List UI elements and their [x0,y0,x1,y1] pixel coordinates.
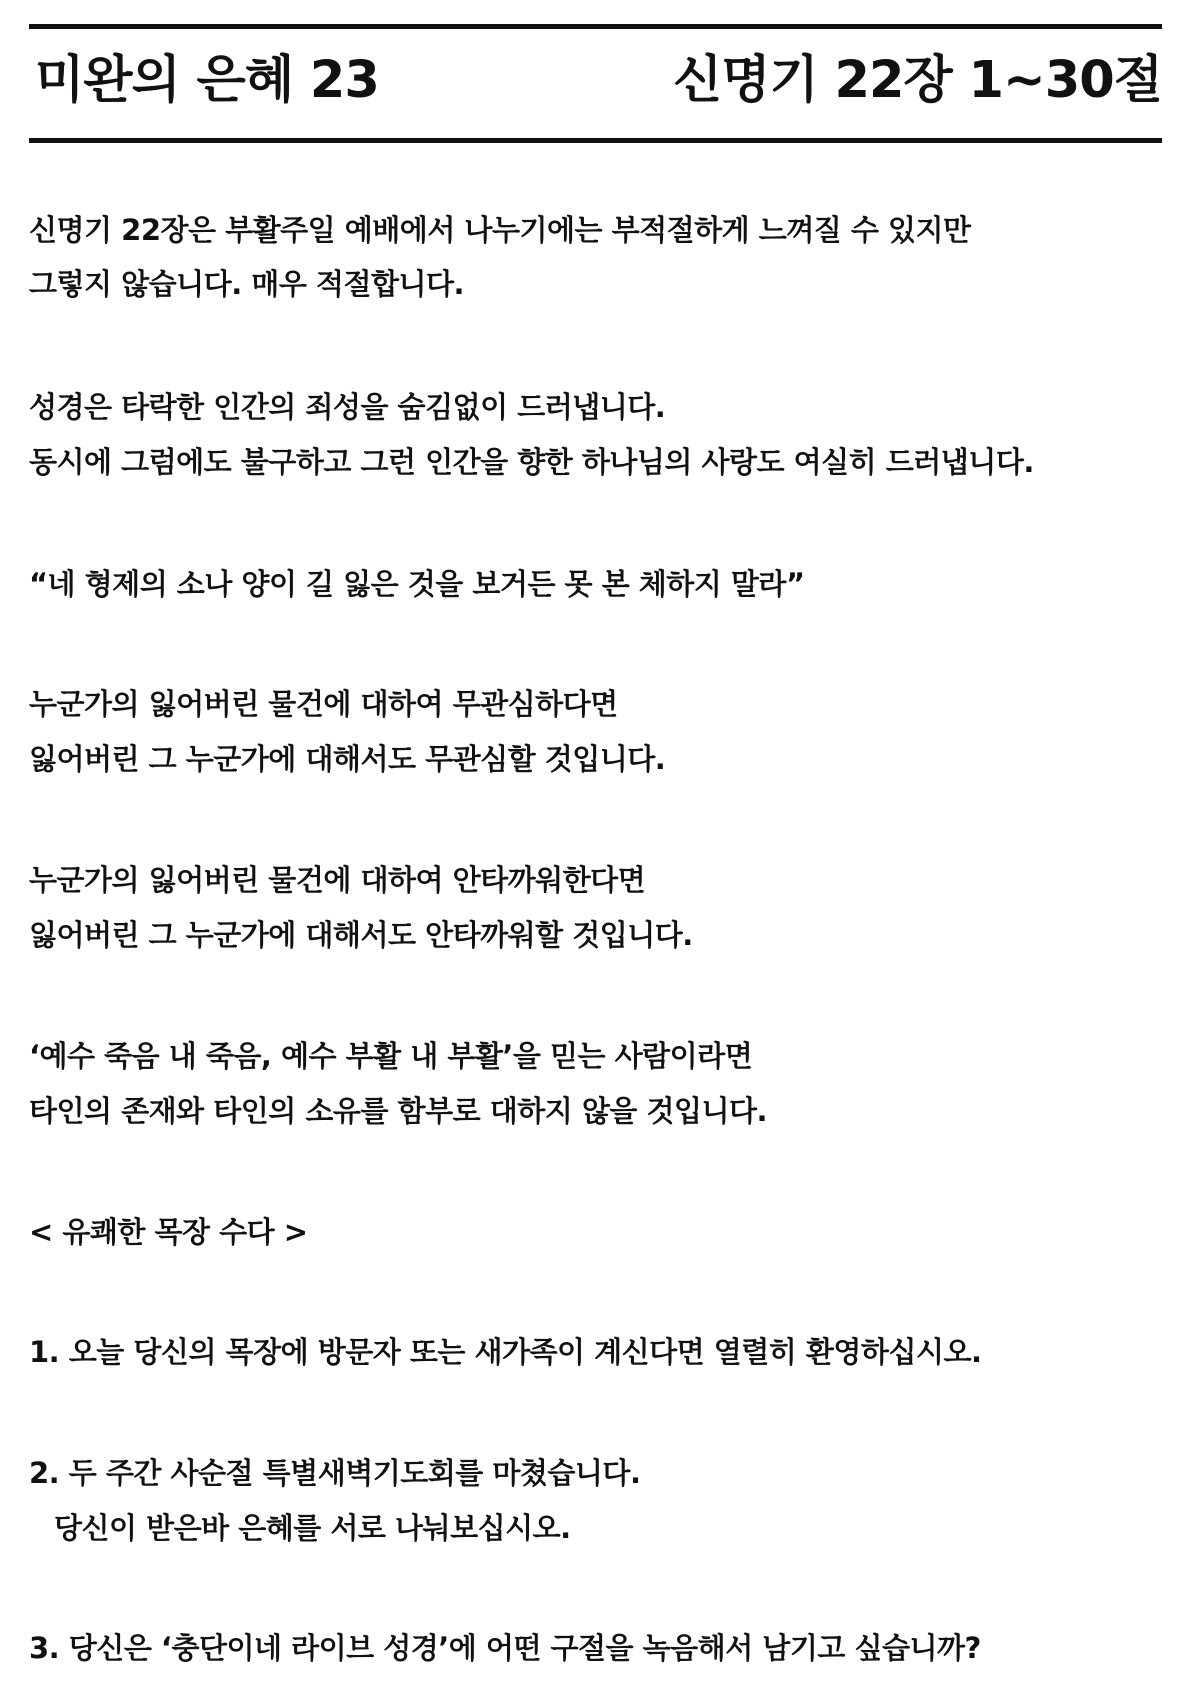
paragraph-5-line-1: 누군가의 잃어버린 물건에 대하여 안타까워한다면 [29,863,646,897]
paragraph-6-line-1: ‘예수 죽음 내 죽음, 예수 부활 내 부활’을 믿는 사람이라면 [29,1039,753,1073]
header-top-rule [29,24,1162,29]
scripture-quote: “네 형제의 소나 양이 길 잃은 것을 보거든 못 본 체하지 말라” [29,567,805,601]
sermon-title: 미완의 은혜 23 [35,51,379,110]
paragraph-5-line-2: 잃어버린 그 누군가에 대해서도 안타까워할 것입니다. [29,918,693,952]
paragraph-2-line-1: 성경은 타락한 인간의 죄성을 숨김없이 드러냅니다. [29,390,666,424]
intro-line-2: 그렇지 않습니다. 매우 적절합니다. [29,267,465,301]
paragraph-4-line-1: 누군가의 잃어버린 물건에 대하여 무관심하다면 [29,687,618,721]
scripture-reference: 신명기 22장 1~30절 [672,51,1162,110]
question-1: 1. 오늘 당신의 목장에 방문자 또는 새가족이 계신다면 열렬히 환영하십시오. [29,1335,982,1369]
section-title: < 유쾌한 목장 수다 > [29,1215,308,1249]
header-bottom-rule [29,138,1162,143]
paragraph-6-line-2: 타인의 존재와 타인의 소유를 함부로 대하지 않을 것입니다. [29,1094,768,1128]
question-3: 3. 당신은 ‘충단이네 라이브 성경’에 어떤 구절을 녹음해서 남기고 싶습니까? [29,1631,981,1665]
paragraph-4-line-2: 잃어버린 그 누군가에 대해서도 무관심할 것입니다. [29,742,666,776]
question-2-line-1: 2. 두 주간 사순절 특별새벽기도회를 마쳤습니다. [29,1456,641,1490]
intro-line-1: 신명기 22장은 부활주일 예배에서 나누기에는 부적절하게 느껴질 수 있지만 [29,213,971,247]
question-2-line-2: 당신이 받은바 은혜를 서로 나눠보십시오. [54,1511,571,1545]
paragraph-2-line-2: 동시에 그럼에도 불구하고 그런 인간을 향한 하나님의 사랑도 여실히 드러냅니다. [29,445,1034,479]
